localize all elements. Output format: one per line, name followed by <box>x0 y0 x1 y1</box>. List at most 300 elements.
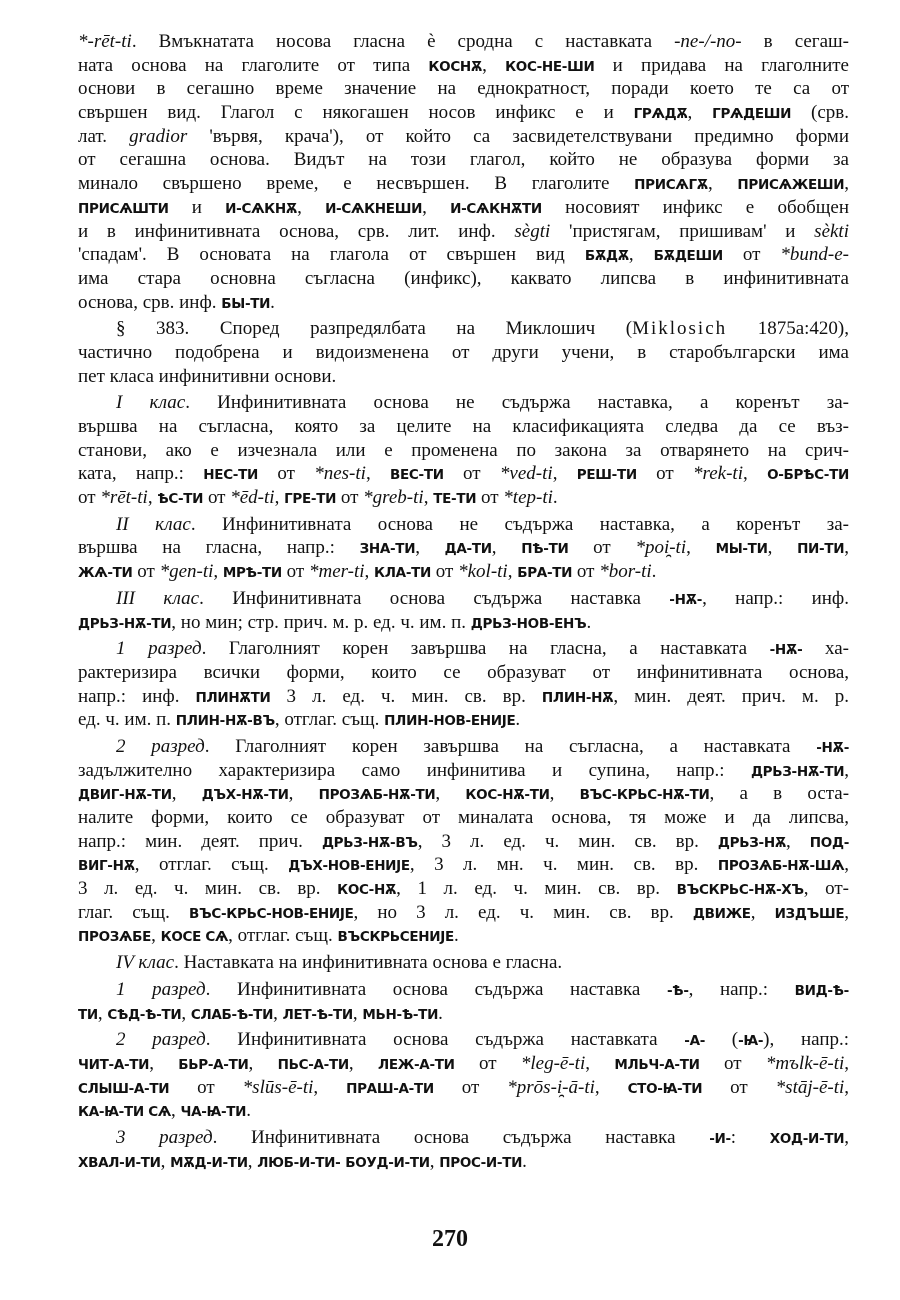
text-line <box>78 1028 849 1052</box>
old-bulgarian-form: МЬН-Ѣ-ТИ <box>362 1006 439 1023</box>
italic-term: *greb-ti <box>363 487 424 509</box>
old-bulgarian-form: ГРѦДѪ <box>633 106 688 123</box>
text-run: , <box>415 537 445 559</box>
text-run: 'спадам'. В основата на глагола от свършен вид <box>78 244 585 266</box>
text-line <box>78 365 849 389</box>
text-run: , <box>767 537 798 559</box>
text-run: от <box>722 244 781 266</box>
text-line <box>78 806 849 830</box>
text-run: от <box>258 463 315 485</box>
text-line <box>78 243 849 267</box>
text-run: , 3 л. ед. ч. мин. св. вр. <box>417 830 718 852</box>
paragraph <box>78 391 849 509</box>
text-run: , <box>160 1150 171 1172</box>
text-run: , <box>247 1150 258 1172</box>
old-bulgarian-form: КОС-НѪ <box>337 882 397 899</box>
spaced-name: Miklosich <box>632 318 728 340</box>
text-run: от <box>454 1052 521 1074</box>
text-run: , 3 л. мн. ч. мин. св. вр. <box>409 854 718 876</box>
text-run: рактеризира всички форми, които се образуват от инфинитивната основа, <box>78 661 849 683</box>
text-run: , отглаг. същ. <box>274 709 385 731</box>
text-line <box>78 587 849 611</box>
text-run: 3 л. ед. ч. мин. св. вр. <box>78 878 338 900</box>
text-run: , <box>171 783 202 805</box>
paragraph <box>78 513 849 584</box>
text-run: . Инфинитивната основа не съдържа наставка, а коренът за- <box>185 392 849 414</box>
old-bulgarian-form: ДРЬЗ-НѪ-ТИ <box>78 615 172 632</box>
text-run: , <box>507 561 518 583</box>
text-run: , <box>844 537 850 559</box>
italic-term: I клас <box>116 392 186 414</box>
text-run: , <box>274 487 285 509</box>
old-bulgarian-form: ДВИЖЕ <box>692 905 751 922</box>
old-bulgarian-form: И-СѦКНѪ <box>225 200 298 217</box>
old-bulgarian-form: ПРОЗѦБ-НѪ-ШѦ <box>717 858 845 875</box>
text-run: , <box>364 561 375 583</box>
old-bulgarian-form: ЧА-Ꙗ-ТИ <box>180 1104 247 1121</box>
text-run: , 1 л. ед. ч. мин. св. вр. <box>396 878 677 900</box>
text-run: , <box>844 854 849 876</box>
text-line <box>78 901 849 925</box>
text-run: , но 3 л. ед. ч. мин. св. вр. <box>353 901 693 923</box>
text-run: , от- <box>803 878 849 900</box>
text-run: , <box>288 783 319 805</box>
old-bulgarian-form: ЧИТ-А-ТИ <box>78 1056 150 1073</box>
text-line <box>78 101 849 125</box>
italic-term: *mъlk-ē-ti <box>765 1052 845 1074</box>
text-run: , <box>151 925 161 947</box>
text-run: в сегаш- <box>741 31 849 52</box>
old-bulgarian-form: ВЪСКРЬС-НѪ-ХЪ <box>676 882 804 899</box>
old-bulgarian-form: ПЛИН-НОВ-ЕНИЈЕ <box>384 713 516 730</box>
old-bulgarian-form: БОУД-И-ТИ <box>345 1154 430 1171</box>
old-bulgarian-form: -Ѣ- <box>666 982 689 999</box>
text-line <box>78 1052 849 1076</box>
italic-term: 2 разред <box>116 735 205 757</box>
text-run: (срв. <box>791 102 850 124</box>
old-bulgarian-form: -НѪ- <box>669 591 703 608</box>
text-line <box>78 661 849 685</box>
text-run: от <box>476 487 504 509</box>
old-bulgarian-form: ПИ-ТИ <box>797 541 845 558</box>
paragraph <box>78 317 849 388</box>
italic-term: *prōs-i̯-ā-ti <box>507 1076 595 1098</box>
old-bulgarian-form: ДРЬЗ-НѪ <box>717 834 786 851</box>
text-run: . Инфинитивната основа съдържа наставка <box>199 587 670 609</box>
text-run: и в инфинитивната основа, срв. лит. инф. <box>78 220 515 242</box>
text-run: , <box>429 1150 440 1172</box>
old-bulgarian-form: БЬР-А-ТИ <box>178 1056 249 1073</box>
text-run: , <box>628 244 654 266</box>
text-line <box>78 220 849 244</box>
old-bulgarian-form: ДЪХ-НѪ-ТИ <box>201 787 289 804</box>
text-run: . Инфинитивната основа съдържа наставка <box>212 1126 710 1148</box>
text-run: и <box>168 196 226 218</box>
italic-term: *gen-ti <box>159 561 214 583</box>
text-run: . Глаголният корен завършва на съгласна, а наставката <box>204 735 817 757</box>
old-bulgarian-form: ПЬС-А-ТИ <box>277 1056 349 1073</box>
text-line <box>78 415 849 439</box>
text-run: от <box>281 561 309 583</box>
text-run: , <box>181 1002 191 1024</box>
text-run: , напр.: <box>688 978 795 1000</box>
old-bulgarian-form: ПРИСѦЖЕШИ <box>737 177 845 194</box>
text-run: , <box>352 1002 363 1024</box>
old-bulgarian-form: И-СѦКНѪТИ <box>450 200 542 217</box>
text-line <box>78 148 849 172</box>
text-run: , <box>97 1002 108 1024</box>
text-run: . <box>586 611 592 633</box>
italic-term: *stāj-ē-ti <box>775 1076 845 1098</box>
text-run: . Глаголният корен завършва на гласна, а наставката <box>201 638 770 660</box>
text-line <box>78 291 849 315</box>
old-bulgarian-form: ДРЬЗ-НѪ-ВЪ <box>321 834 418 851</box>
text-run: от <box>132 561 160 583</box>
text-run: , <box>552 463 577 485</box>
text-line <box>78 978 849 1002</box>
italic-term: *tep-ti <box>503 487 553 509</box>
old-bulgarian-form: БѪДѪ <box>584 248 629 265</box>
old-bulgarian-form: ПЛИН-НѪ <box>541 689 614 706</box>
text-run: пет класа инфинитивни основи. <box>78 365 337 387</box>
text-run: § 383. Според разпредялбата на Миклошич ( <box>116 318 633 340</box>
text-line <box>78 735 849 759</box>
text-run: от <box>443 463 500 485</box>
old-bulgarian-form: ВЪСКРЬСЕНИЈЕ <box>337 929 454 946</box>
text-run: , <box>844 1126 849 1148</box>
old-bulgarian-form: ПЛИН-НѪ-ВЪ <box>175 713 275 730</box>
old-bulgarian-form: ВИГ-НѪ <box>78 858 135 875</box>
italic-term: *rēt-ti <box>100 487 148 509</box>
italic-term: *rek-ti <box>693 463 743 485</box>
text-run: , <box>435 783 466 805</box>
text-line <box>78 341 849 365</box>
text-run: , <box>482 54 506 76</box>
text-run: вършва на съгласна, която за целите на класификацията следва да се въз- <box>78 416 849 437</box>
text-run: , <box>707 173 738 195</box>
text-run: ), напр.: <box>763 1029 850 1051</box>
italic-term: 1 разред <box>116 978 206 1000</box>
old-bulgarian-form: ПРАШ-А-ТИ <box>346 1080 434 1097</box>
text-run: . Инфинитивната основа съдържа наставката <box>205 1029 685 1051</box>
text-line <box>78 877 849 901</box>
old-bulgarian-form: ПРОЗѦБ-НѪ-ТИ <box>318 787 436 804</box>
text-line <box>78 391 849 415</box>
text-run: , <box>149 1052 179 1074</box>
paragraph <box>78 30 849 314</box>
paragraph <box>78 587 849 634</box>
text-run: . <box>515 709 521 731</box>
old-bulgarian-form: ГРЕ-ТИ <box>284 491 337 508</box>
text-line <box>78 560 849 584</box>
text-line <box>78 782 849 806</box>
old-bulgarian-form: ДРЬЗ-НѪ-ТИ <box>750 763 845 780</box>
old-bulgarian-form: -А- <box>684 1033 706 1050</box>
italic-term: -ne-/-no- <box>674 31 742 52</box>
old-bulgarian-form: ГРѦДЕШИ <box>712 106 792 123</box>
old-bulgarian-form: КЛА-ТИ <box>374 565 432 582</box>
old-bulgarian-form: ДВИГ-НѪ-ТИ <box>78 787 172 804</box>
text-line <box>78 125 849 149</box>
italic-term: II клас <box>116 513 191 535</box>
text-run: , отглаг. същ. <box>134 854 289 876</box>
old-bulgarian-form: ЛЮБ-И-ТИ- <box>257 1154 341 1171</box>
page-body <box>78 30 849 1173</box>
text-line <box>78 536 849 560</box>
old-bulgarian-form: И-СѦКНЕШИ <box>325 200 423 217</box>
text-line <box>78 513 849 537</box>
old-bulgarian-form: -Ꙗ- <box>738 1033 764 1050</box>
text-run: от <box>169 1076 243 1098</box>
text-run: станови, ако е изчезнала или е променена по закона за отварянето на срич- <box>78 439 849 461</box>
paragraph <box>78 735 849 948</box>
text-line <box>78 1126 849 1150</box>
text-line <box>78 951 849 975</box>
old-bulgarian-form: ТИ <box>78 1006 98 1023</box>
old-bulgarian-form: БѪДЕШИ <box>653 248 723 265</box>
text-line <box>78 1150 849 1174</box>
paragraph <box>78 951 849 975</box>
text-run: , но мин; стр. прич. м. р. ед. ч. им. п. <box>171 611 471 633</box>
old-bulgarian-form: ИЗДЪШЕ <box>774 905 845 922</box>
text-run: от <box>433 1076 508 1098</box>
italic-term: 3 разред <box>116 1126 213 1148</box>
text-line <box>78 759 849 783</box>
old-bulgarian-form: РЕШ-ТИ <box>576 467 637 484</box>
text-run: , <box>844 1076 850 1098</box>
old-bulgarian-form: КОСНѪ <box>428 58 483 75</box>
text-line <box>78 77 849 101</box>
italic-term: *slūs-ē-ti <box>242 1076 314 1098</box>
text-run: , <box>273 1002 283 1024</box>
text-run: . <box>270 291 275 313</box>
text-run: от <box>702 1076 776 1098</box>
old-bulgarian-form: ПРИСѦГѪ <box>634 177 708 194</box>
old-bulgarian-form: ЗНА-ТИ <box>359 541 416 558</box>
text-run: , <box>549 783 580 805</box>
text-run: от <box>568 537 636 559</box>
text-line <box>78 30 849 54</box>
old-bulgarian-form: ВЪС-КРЬС-НОВ-ЕНИЈЕ <box>188 905 354 922</box>
old-bulgarian-form: -НѪ- <box>816 739 849 756</box>
text-run: ката, напр.: <box>78 463 204 485</box>
text-run: напр.: мин. деят. прич. <box>78 830 322 852</box>
text-run: , <box>844 759 849 781</box>
old-bulgarian-form: МЛЬЧ-А-ТИ <box>614 1056 700 1073</box>
italic-term: 2 разред <box>116 1029 206 1051</box>
text-run: 1875a:420), <box>727 318 849 340</box>
text-line <box>78 685 849 709</box>
text-line <box>78 486 849 510</box>
text-line <box>78 1002 849 1026</box>
text-run: ната основа на глаголите от типа <box>78 54 429 76</box>
text-run: и придава на глаголните <box>594 54 849 76</box>
italic-term: sègti <box>514 220 551 242</box>
text-run: . <box>246 1100 251 1122</box>
italic-term: gradior <box>129 125 188 147</box>
text-run: от <box>431 561 459 583</box>
old-bulgarian-form: ХВАЛ-И-ТИ <box>78 1154 161 1171</box>
paragraph <box>78 637 849 732</box>
text-run: , <box>686 537 716 559</box>
text-run: основа, срв. инф. <box>78 291 222 313</box>
old-bulgarian-form: БЫ-ТИ <box>221 295 271 312</box>
text-run: от <box>78 487 101 509</box>
old-bulgarian-form: МРѢ-ТИ <box>222 565 282 582</box>
old-bulgarian-form: ПРОЗѦБЕ <box>78 929 152 946</box>
text-run: , <box>213 561 223 583</box>
text-run: , <box>423 487 434 509</box>
italic-term: III клас <box>116 587 200 609</box>
text-run: , <box>297 196 326 218</box>
old-bulgarian-form: О-БРѢС-ТИ <box>767 467 849 484</box>
italic-term: *poi̯-ti <box>635 537 687 559</box>
text-line <box>78 611 849 635</box>
old-bulgarian-form: ДРЬЗ-НОВ-ЕНЪ <box>470 615 587 632</box>
text-run: , <box>365 463 390 485</box>
old-bulgarian-form: ПѢ-ТИ <box>521 541 569 558</box>
text-run: задължително характеризира само инфинитива и супина, напр.: <box>78 759 751 781</box>
text-run: . <box>552 487 558 509</box>
text-run: от <box>203 487 231 509</box>
text-line <box>78 637 849 661</box>
text-line <box>78 439 849 463</box>
italic-term: *bor-ti <box>599 561 652 583</box>
text-run: , <box>248 1052 278 1074</box>
text-run: 'вървя, крача'), от който са засвидетелствувани предимно форми <box>187 125 849 147</box>
italic-term: *-rēt-ti <box>78 31 132 52</box>
text-run: , <box>844 901 850 923</box>
text-run: , <box>743 463 768 485</box>
text-run: лат. <box>78 125 130 147</box>
text-line <box>78 830 849 854</box>
text-run: . Наставката на инфинитивната основа е гласна. <box>174 952 563 974</box>
text-line <box>78 1099 849 1123</box>
italic-term: *nes-ti <box>314 463 366 485</box>
old-bulgarian-form: КОСЕ СѦ <box>160 929 229 946</box>
old-bulgarian-form: КОС-НЕ-ШИ <box>505 58 595 75</box>
text-run: , <box>422 196 451 218</box>
text-run: . <box>651 561 657 583</box>
text-run: , <box>313 1076 347 1098</box>
paragraph <box>78 1126 849 1173</box>
text-run: , <box>594 1076 628 1098</box>
italic-term: *ēd-ti <box>230 487 275 509</box>
text-run: от <box>572 561 600 583</box>
text-run: 'пристягам, пришивам' и <box>550 220 815 242</box>
text-run: , а в оста- <box>709 783 850 805</box>
text-line <box>78 462 849 486</box>
text-run: , <box>786 830 810 852</box>
text-line <box>78 267 849 291</box>
paragraph <box>78 1028 849 1123</box>
text-run: , напр.: инф. <box>702 587 849 609</box>
text-run: , <box>348 1052 378 1074</box>
text-run: 3 л. ед. ч. мин. св. вр. <box>270 685 542 707</box>
text-run: . Инфинитивната основа не съдържа наставка, а коренът за- <box>190 513 849 535</box>
text-run: носовият инфикс е обобщен <box>541 196 850 218</box>
old-bulgarian-form: -И- <box>709 1130 731 1147</box>
text-run: вършва на гласна, напр.: <box>78 537 360 559</box>
italic-term: *bund-e- <box>780 244 850 266</box>
text-run: : <box>730 1126 770 1148</box>
text-run: . <box>522 1150 527 1172</box>
text-run: , <box>170 1100 181 1122</box>
text-run: , <box>491 537 522 559</box>
old-bulgarian-form: ХОД-И-ТИ <box>769 1130 845 1147</box>
old-bulgarian-form: ПОД- <box>809 834 849 851</box>
text-run: , <box>585 1052 615 1074</box>
text-run: от сегашна основа. Видът на този глагол, който не образува форми за <box>78 149 849 171</box>
italic-term: *mer-ti <box>308 561 365 583</box>
text-run: , <box>844 1052 850 1074</box>
text-run: , отглаг. същ. <box>228 925 338 947</box>
old-bulgarian-form: ТЕ-ТИ <box>433 491 477 508</box>
text-line <box>78 196 849 220</box>
text-line <box>78 924 849 948</box>
old-bulgarian-form: ѢС-ТИ <box>157 491 204 508</box>
text-run: . Вмъкнатата носова гласна ѐ сродна с наставката <box>131 31 675 52</box>
text-run: ед. ч. им. п. <box>78 709 176 731</box>
old-bulgarian-form: МѪД-И-ТИ <box>170 1154 248 1171</box>
text-run: , <box>147 487 158 509</box>
text-run: . Инфинитивната основа съдържа наставка <box>205 978 667 1000</box>
paragraph <box>78 978 849 1025</box>
text-run: напр.: инф. <box>78 685 196 707</box>
text-run: глаг. същ. <box>78 901 189 923</box>
old-bulgarian-form: ДЪХ-НОВ-ЕНИЈЕ <box>288 858 410 875</box>
old-bulgarian-form: ВИД-Ѣ- <box>794 982 849 999</box>
old-bulgarian-form: НЕС-ТИ <box>203 467 259 484</box>
italic-term: IV клас <box>116 952 175 974</box>
text-run: има стара основна съгласна (инфикс), каквато липсва в инфинитивната <box>78 267 849 289</box>
text-line <box>78 708 849 732</box>
old-bulgarian-form: ВЕС-ТИ <box>390 467 444 484</box>
italic-term: *kol-ti <box>458 561 508 583</box>
text-run: , <box>844 173 849 195</box>
text-run: свършен вид. Глагол с някогашен носов инфикс е и <box>78 102 634 124</box>
old-bulgarian-form: ВЪС-КРЬС-НѪ-ТИ <box>579 787 710 804</box>
text-run: , <box>687 102 713 124</box>
italic-term: 1 разред <box>116 638 202 660</box>
old-bulgarian-form: ДА-ТИ <box>444 541 492 558</box>
text-run: ха- <box>802 638 849 660</box>
text-run: налите форми, които се образуват от миналата основа, тя може и да липсва, <box>78 807 849 828</box>
text-run: минало свършено време, е несвършен. В глаголите <box>78 173 635 195</box>
text-line <box>78 1076 849 1100</box>
old-bulgarian-form: СЛАБ-Ѣ-ТИ <box>190 1006 274 1023</box>
old-bulgarian-form: МЫ-ТИ <box>715 541 768 558</box>
text-run: от <box>636 463 694 485</box>
italic-term: *leg-ē-ti <box>520 1052 586 1074</box>
text-line <box>78 853 849 877</box>
old-bulgarian-form: СТО-Ꙗ-ТИ <box>627 1080 703 1097</box>
old-bulgarian-form: ЖѦ-ТИ <box>78 565 133 582</box>
old-bulgarian-form: СѢД-Ѣ-ТИ <box>107 1006 182 1023</box>
text-run: , мин. деят. прич. м. р. <box>613 685 849 707</box>
old-bulgarian-form: СЛЫШ-А-ТИ <box>78 1080 170 1097</box>
old-bulgarian-form: -НѪ- <box>769 642 803 659</box>
old-bulgarian-form: ПРИСѦШТИ <box>78 200 169 217</box>
text-run: . <box>453 925 459 947</box>
text-run: от <box>699 1052 766 1074</box>
text-line <box>78 317 849 341</box>
italic-term: sèkti <box>814 220 849 242</box>
italic-term: *ved-ti <box>499 463 553 485</box>
page-number: 270 <box>432 1226 468 1252</box>
old-bulgarian-form: ЛЕЖ-А-ТИ <box>377 1056 455 1073</box>
old-bulgarian-form: ПЛИНѪТИ <box>195 689 271 706</box>
